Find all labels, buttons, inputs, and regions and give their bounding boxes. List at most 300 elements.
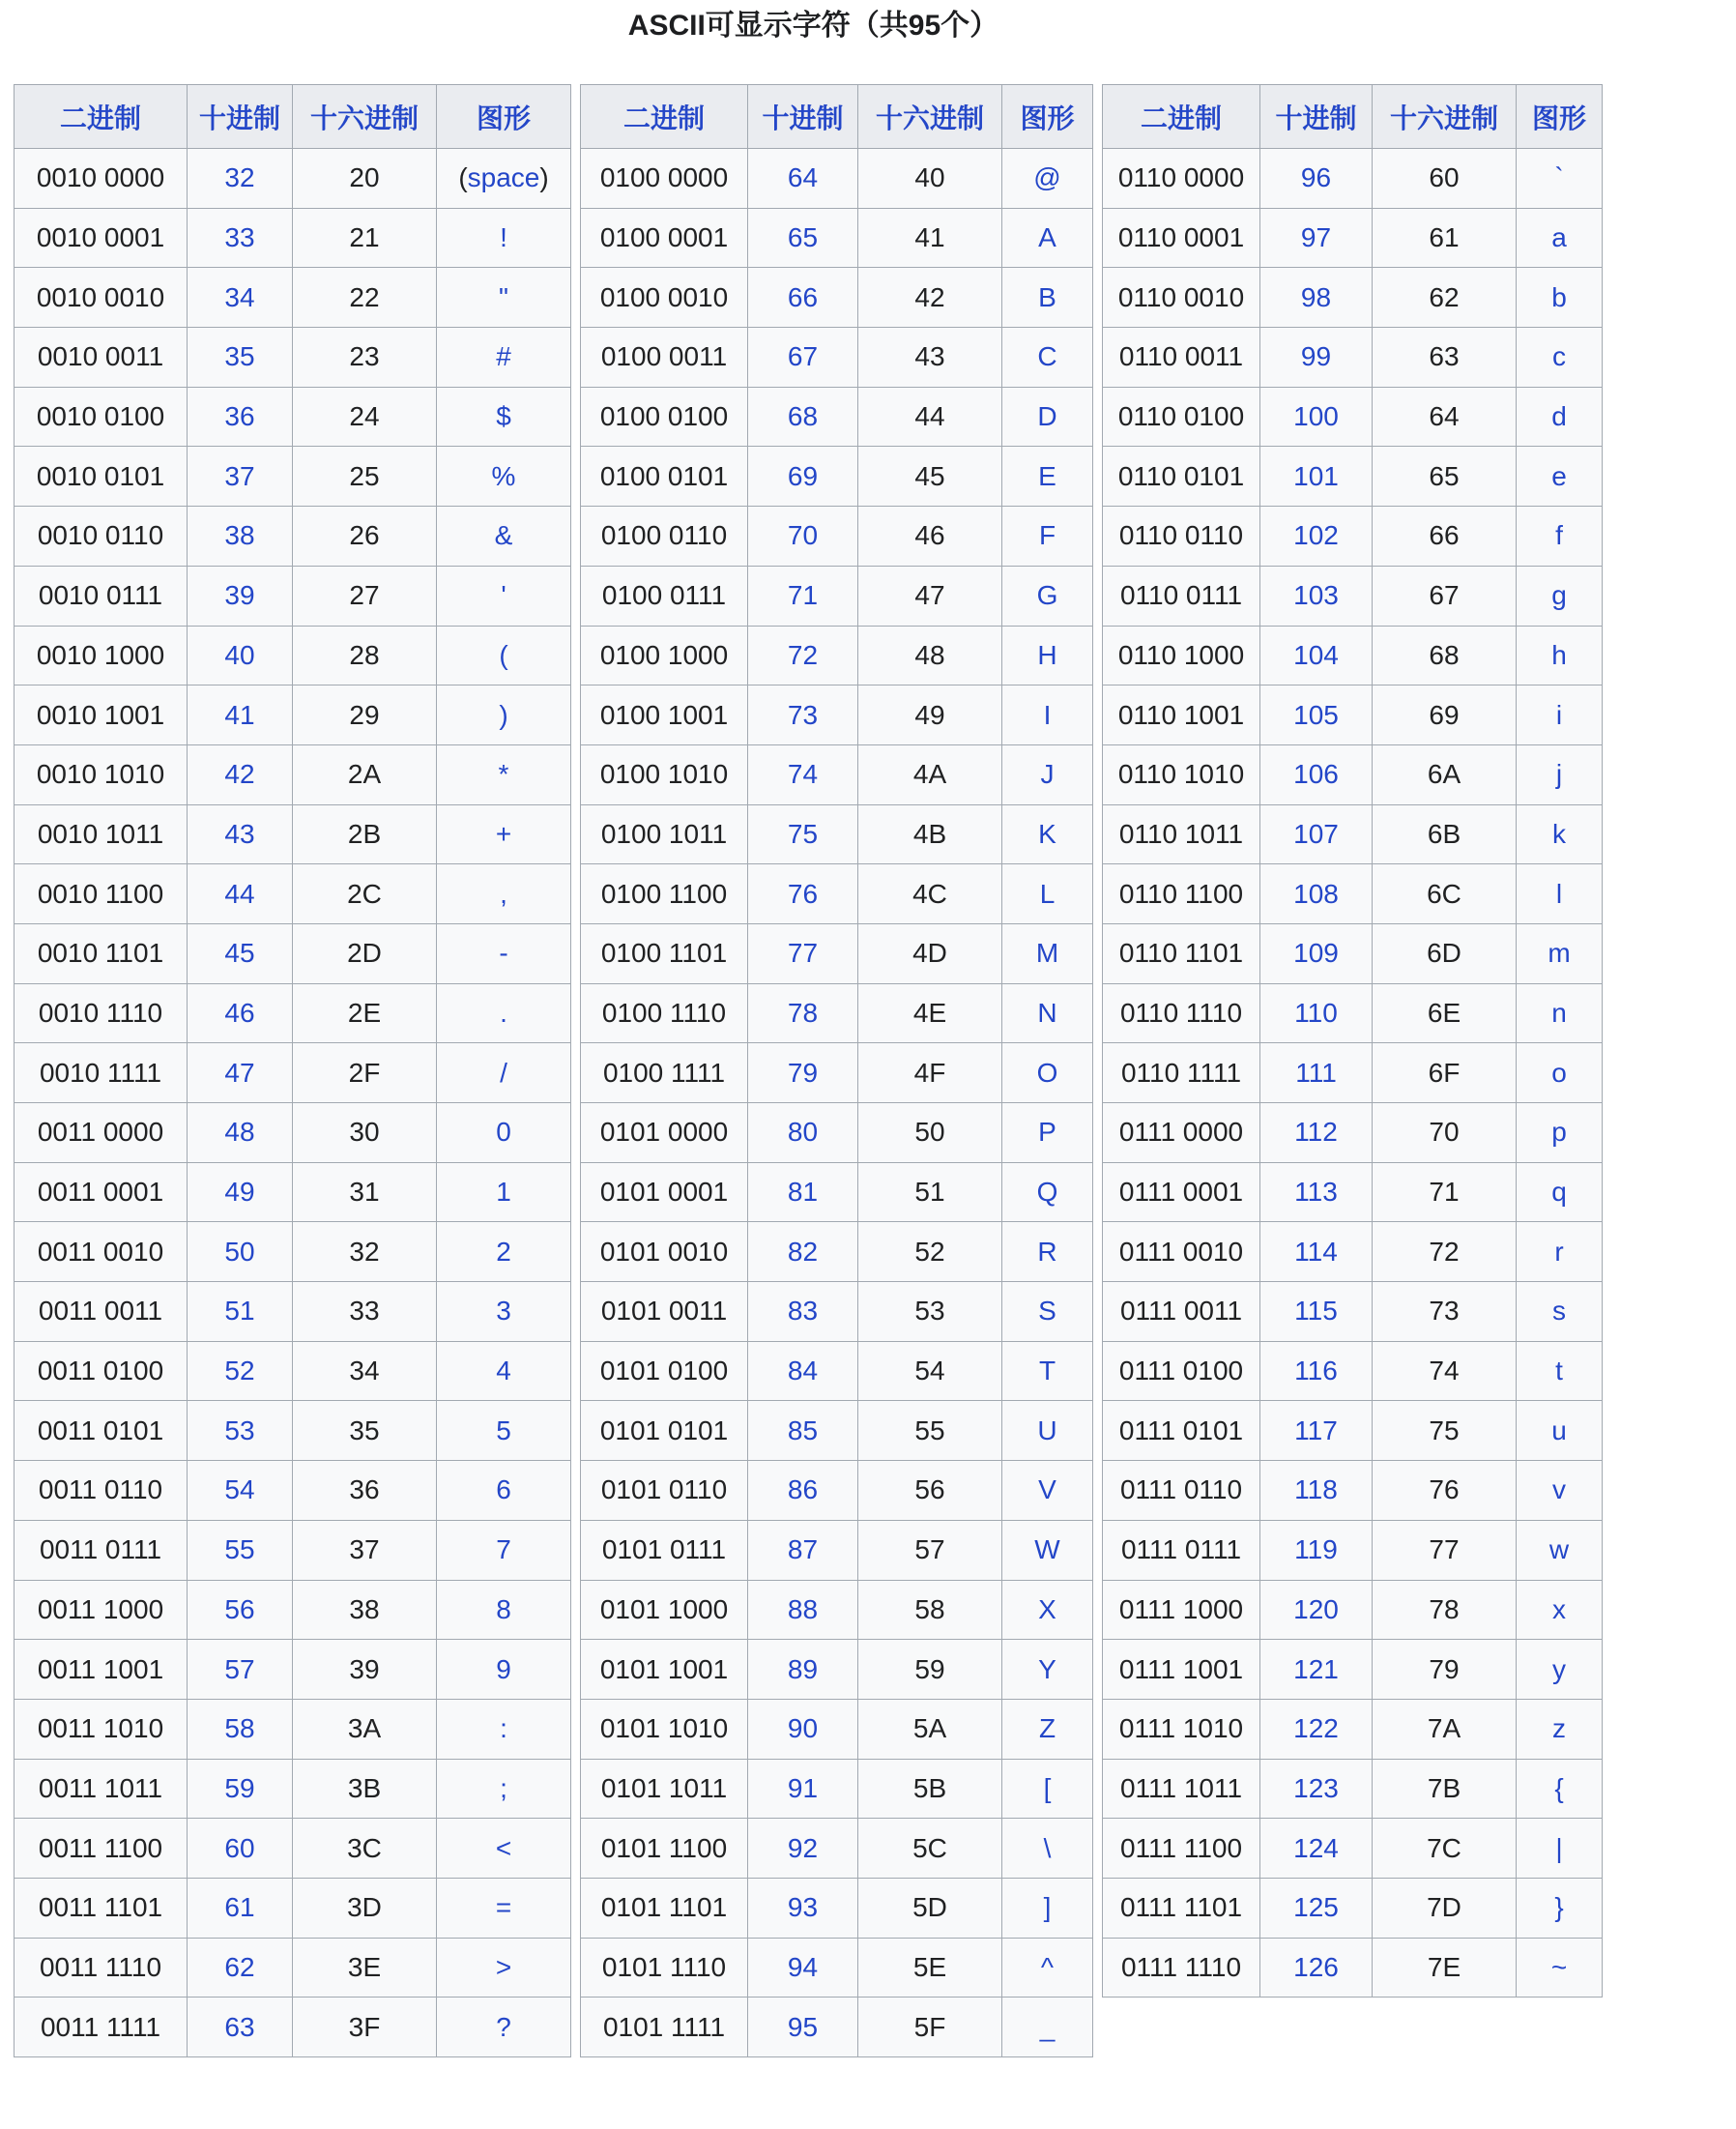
glyph-cell <box>1517 328 1603 388</box>
decimal-link[interactable]: 47 <box>224 1057 255 1088</box>
glyph-link[interactable]: I <box>1043 699 1052 730</box>
glyph-link[interactable]: ; <box>500 1772 507 1803</box>
glyph-link[interactable]: r <box>1554 1236 1564 1267</box>
glyph-cell <box>1002 1640 1093 1700</box>
decimal-link[interactable]: 33 <box>224 222 255 253</box>
decimal-cell <box>188 1341 293 1401</box>
decimal-cell <box>188 1580 293 1640</box>
hex-cell: 7E <box>1373 1938 1517 1998</box>
decimal-link[interactable]: 37 <box>224 460 255 491</box>
decimal-link[interactable]: 41 <box>224 699 255 730</box>
column-header-link-hex[interactable]: 十六进制 <box>875 102 984 133</box>
table-row <box>581 864 1093 924</box>
decimal-link[interactable]: 92 <box>787 1832 819 1863</box>
binary-cell: 0110 0010 <box>1103 268 1260 328</box>
decimal-link[interactable]: 61 <box>224 1892 255 1923</box>
column-header-link-binary[interactable]: 二进制 <box>622 102 705 133</box>
glyph-link[interactable]: ] <box>1043 1892 1052 1923</box>
glyph-link[interactable]: R <box>1037 1236 1057 1267</box>
decimal-link[interactable]: 66 <box>787 281 819 312</box>
binary-cell: 0111 0001 <box>1103 1162 1260 1222</box>
binary-cell: 0110 0111 <box>1103 566 1260 626</box>
hex-cell: 72 <box>1373 1222 1517 1282</box>
decimal-link[interactable]: 36 <box>224 401 255 432</box>
decimal-link[interactable]: 35 <box>224 341 255 372</box>
glyph-link[interactable]: ( <box>499 639 508 670</box>
hex-cell: 2B <box>293 804 437 864</box>
decimal-link[interactable]: 68 <box>787 401 819 432</box>
decimal-link[interactable]: 106 <box>1293 759 1339 790</box>
binary-cell: 0111 1010 <box>1103 1699 1260 1759</box>
decimal-link[interactable]: 42 <box>224 759 255 790</box>
glyph-link[interactable]: 6 <box>496 1474 511 1505</box>
glyph-cell <box>437 1282 571 1342</box>
glyph-paren: ( <box>458 162 468 193</box>
hex-cell: 34 <box>293 1341 437 1401</box>
table-row <box>14 1938 571 1998</box>
glyph-link[interactable]: x <box>1552 1593 1566 1624</box>
glyph-link[interactable]: G <box>1036 580 1058 611</box>
binary-cell: 0110 1100 <box>1103 864 1260 924</box>
decimal-link[interactable]: 44 <box>224 878 255 909</box>
decimal-link[interactable]: 83 <box>787 1296 819 1327</box>
glyph-link[interactable]: C <box>1037 341 1057 372</box>
glyph-link[interactable]: | <box>1555 1832 1563 1863</box>
decimal-link[interactable]: 78 <box>787 997 819 1028</box>
glyph-cell <box>1517 1699 1603 1759</box>
hex-cell: 33 <box>293 1282 437 1342</box>
glyph-link[interactable]: l <box>1555 878 1563 909</box>
glyph-link[interactable]: ) <box>499 699 508 730</box>
table-row <box>1103 1162 1603 1222</box>
glyph-link[interactable]: @ <box>1033 162 1061 193</box>
glyph-link[interactable]: 7 <box>496 1534 511 1565</box>
glyph-link[interactable]: ? <box>496 2011 511 2042</box>
binary-cell: 0011 1001 <box>14 1640 188 1700</box>
glyph-link[interactable]: N <box>1037 997 1057 1028</box>
decimal-link[interactable]: 55 <box>224 1534 255 1565</box>
decimal-link[interactable]: 97 <box>1300 222 1332 253</box>
binary-cell: 0111 0011 <box>1103 1282 1260 1342</box>
column-header-link-decimal[interactable]: 十进制 <box>1275 102 1357 133</box>
decimal-link[interactable]: 98 <box>1300 281 1332 312</box>
glyph-link[interactable]: f <box>1555 520 1563 551</box>
glyph-link[interactable]: L <box>1039 878 1056 909</box>
decimal-link[interactable]: 34 <box>224 281 255 312</box>
glyph-link[interactable]: p <box>1551 1117 1567 1148</box>
glyph-link[interactable]: P <box>1038 1117 1056 1148</box>
table-row <box>14 387 571 447</box>
glyph-cell <box>437 1878 571 1938</box>
hex-cell: 49 <box>858 685 1002 745</box>
glyph-link[interactable]: M <box>1035 938 1059 969</box>
glyph-cell <box>437 1520 571 1580</box>
decimal-link[interactable]: 79 <box>787 1057 819 1088</box>
glyph-link[interactable]: a <box>1551 222 1567 253</box>
glyph-link[interactable]: } <box>1554 1892 1564 1923</box>
glyph-link[interactable]: _ <box>1039 2011 1056 2042</box>
glyph-cell <box>437 387 571 447</box>
binary-cell: 0100 0010 <box>581 268 748 328</box>
decimal-link[interactable]: 81 <box>787 1177 819 1208</box>
decimal-link[interactable]: 120 <box>1293 1593 1339 1624</box>
decimal-link[interactable]: 117 <box>1294 1414 1338 1445</box>
decimal-link[interactable]: 46 <box>224 997 255 1028</box>
glyph-link[interactable]: u <box>1551 1414 1567 1445</box>
table-row <box>14 1998 571 2057</box>
decimal-link[interactable]: 54 <box>224 1474 255 1505</box>
decimal-cell <box>188 1759 293 1819</box>
glyph-link[interactable]: ` <box>1554 162 1564 193</box>
glyph-link[interactable]: 8 <box>496 1593 511 1624</box>
decimal-link[interactable]: 49 <box>224 1177 255 1208</box>
hex-cell: 51 <box>858 1162 1002 1222</box>
column-header-hex <box>1373 85 1517 149</box>
hex-cell: 32 <box>293 1222 437 1282</box>
table-row <box>1103 1819 1603 1879</box>
decimal-link[interactable]: 38 <box>224 520 255 551</box>
hex-cell: 4D <box>858 923 1002 983</box>
glyph-link[interactable]: D <box>1037 401 1057 432</box>
glyph-link[interactable]: k <box>1552 818 1566 849</box>
decimal-link[interactable]: 51 <box>224 1296 255 1327</box>
decimal-link[interactable]: 93 <box>787 1892 819 1923</box>
decimal-link[interactable]: 113 <box>1294 1177 1338 1208</box>
glyph-cell <box>437 923 571 983</box>
glyph-link[interactable]: w <box>1548 1534 1570 1565</box>
column-header-hex <box>293 85 437 149</box>
decimal-cell <box>748 1998 858 2057</box>
decimal-link[interactable]: 118 <box>1294 1474 1338 1505</box>
decimal-cell <box>748 1162 858 1222</box>
glyph-link[interactable]: J <box>1040 759 1055 790</box>
binary-cell: 0110 0000 <box>1103 149 1260 209</box>
decimal-link[interactable]: 58 <box>224 1713 255 1744</box>
glyph-link[interactable]: h <box>1551 639 1567 670</box>
glyph-link[interactable]: * <box>498 759 509 790</box>
hex-cell: 6A <box>1373 744 1517 804</box>
glyph-link[interactable]: A <box>1038 222 1056 253</box>
decimal-link[interactable]: 45 <box>224 938 255 969</box>
decimal-link[interactable]: 116 <box>1294 1356 1338 1386</box>
table-row <box>581 1699 1093 1759</box>
glyph-cell <box>1517 507 1603 567</box>
decimal-link[interactable]: 88 <box>787 1593 819 1624</box>
glyph-cell <box>1002 1580 1093 1640</box>
glyph-link[interactable]: b <box>1551 281 1567 312</box>
decimal-link[interactable]: 105 <box>1293 699 1339 730</box>
glyph-link[interactable]: z <box>1552 1713 1566 1744</box>
glyph-link[interactable]: 9 <box>496 1653 511 1684</box>
table-row <box>1103 1520 1603 1580</box>
decimal-link[interactable]: 123 <box>1293 1772 1339 1803</box>
decimal-link[interactable]: 101 <box>1293 460 1339 491</box>
glyph-link[interactable]: Y <box>1038 1653 1056 1684</box>
glyph-link[interactable]: / <box>500 1057 507 1088</box>
glyph-link[interactable]: j <box>1555 759 1563 790</box>
column-header-link-hex[interactable]: 十六进制 <box>309 102 419 133</box>
glyph-link[interactable]: W <box>1034 1534 1060 1565</box>
hex-cell: 59 <box>858 1640 1002 1700</box>
decimal-link[interactable]: 40 <box>224 639 255 670</box>
glyph-link[interactable]: B <box>1038 281 1056 312</box>
glyph-link[interactable]: m <box>1548 938 1571 969</box>
column-header-link-decimal[interactable]: 十进制 <box>762 102 844 133</box>
glyph-link[interactable]: K <box>1038 818 1056 849</box>
hex-cell: 66 <box>1373 507 1517 567</box>
decimal-link[interactable]: 52 <box>224 1356 255 1386</box>
table-row <box>1103 328 1603 388</box>
table-row <box>581 507 1093 567</box>
glyph-cell <box>1002 1878 1093 1938</box>
decimal-cell <box>748 1699 858 1759</box>
hex-cell: 26 <box>293 507 437 567</box>
decimal-link[interactable]: 59 <box>224 1772 255 1803</box>
table-row <box>581 804 1093 864</box>
decimal-cell <box>188 1819 293 1879</box>
page-title: ASCII可显示字符（共95个） <box>627 10 999 42</box>
binary-cell: 0101 1111 <box>581 1998 748 2057</box>
binary-cell: 0110 0001 <box>1103 208 1260 268</box>
hex-cell: 37 <box>293 1520 437 1580</box>
table-row <box>1103 507 1603 567</box>
table-row <box>14 864 571 924</box>
decimal-cell <box>1260 1878 1373 1938</box>
glyph-link[interactable]: v <box>1552 1474 1566 1505</box>
decimal-link[interactable]: 53 <box>224 1414 255 1445</box>
hex-cell: 5F <box>858 1998 1002 2057</box>
decimal-link[interactable]: 73 <box>787 699 819 730</box>
decimal-link[interactable]: 125 <box>1293 1892 1339 1923</box>
glyph-link[interactable]: d <box>1551 401 1567 432</box>
decimal-link[interactable]: 89 <box>787 1653 819 1684</box>
decimal-link[interactable]: 107 <box>1293 818 1339 849</box>
glyph-link[interactable]: S <box>1038 1296 1056 1327</box>
glyph-link[interactable]: Q <box>1036 1177 1058 1208</box>
hex-cell: 28 <box>293 626 437 685</box>
decimal-link[interactable]: 62 <box>224 1951 255 1982</box>
glyph-link[interactable]: 4 <box>496 1356 511 1386</box>
glyph-cell <box>1002 447 1093 507</box>
hex-cell: 2A <box>293 744 437 804</box>
glyph-link[interactable]: : <box>500 1713 507 1744</box>
decimal-link[interactable]: 114 <box>1294 1236 1338 1267</box>
glyph-link[interactable]: ' <box>501 580 506 611</box>
glyph-link[interactable]: o <box>1551 1057 1567 1088</box>
column-header-link-binary[interactable]: 二进制 <box>59 102 141 133</box>
glyph-cell <box>1002 1461 1093 1521</box>
decimal-link[interactable]: 56 <box>224 1593 255 1624</box>
binary-cell: 0011 0110 <box>14 1461 188 1521</box>
decimal-link[interactable]: 112 <box>1294 1117 1338 1148</box>
glyph-link[interactable]: g <box>1551 580 1567 611</box>
column-header-link-glyph[interactable]: 图形 <box>1531 102 1586 133</box>
decimal-link[interactable]: 77 <box>787 938 819 969</box>
column-header-link-glyph[interactable]: 图形 <box>1020 102 1075 133</box>
table-row <box>14 447 571 507</box>
decimal-link[interactable]: 72 <box>787 639 819 670</box>
decimal-link[interactable]: 71 <box>787 580 819 611</box>
decimal-link[interactable]: 104 <box>1293 639 1339 670</box>
decimal-link[interactable]: 48 <box>224 1117 255 1148</box>
glyph-link[interactable]: , <box>500 878 507 909</box>
table-row <box>581 447 1093 507</box>
glyph-cell <box>1517 1282 1603 1342</box>
binary-cell: 0101 1100 <box>581 1819 748 1879</box>
table-row <box>14 1461 571 1521</box>
decimal-link[interactable]: 108 <box>1293 878 1339 909</box>
glyph-cell <box>1002 208 1093 268</box>
glyph-link[interactable]: y <box>1552 1653 1566 1684</box>
decimal-link[interactable]: 84 <box>787 1356 819 1386</box>
glyph-link[interactable]: \ <box>1043 1832 1052 1863</box>
decimal-cell <box>1260 387 1373 447</box>
glyph-link[interactable]: F <box>1038 520 1056 551</box>
glyph-link[interactable]: V <box>1038 1474 1056 1505</box>
glyph-link[interactable]: < <box>495 1832 512 1863</box>
glyph-link[interactable]: % <box>491 460 516 491</box>
hex-cell: 62 <box>1373 268 1517 328</box>
decimal-link[interactable]: 122 <box>1293 1713 1339 1744</box>
decimal-link[interactable]: 50 <box>224 1236 255 1267</box>
decimal-link[interactable]: 64 <box>787 162 819 193</box>
decimal-link[interactable]: 80 <box>787 1117 819 1148</box>
glyph-cell <box>1002 268 1093 328</box>
decimal-link[interactable]: 70 <box>787 520 819 551</box>
decimal-link[interactable]: 121 <box>1293 1653 1339 1684</box>
decimal-link[interactable]: 69 <box>787 460 819 491</box>
decimal-link[interactable]: 65 <box>787 222 819 253</box>
glyph-link[interactable]: H <box>1037 639 1057 670</box>
glyph-link[interactable]: " <box>499 281 508 312</box>
column-header-glyph <box>437 85 571 149</box>
binary-cell: 0111 0111 <box>1103 1520 1260 1580</box>
glyph-link[interactable]: U <box>1037 1414 1057 1445</box>
glyph-link[interactable]: 2 <box>496 1236 511 1267</box>
glyph-cell <box>437 1580 571 1640</box>
decimal-link[interactable]: 63 <box>224 2011 255 2042</box>
glyph-link[interactable]: i <box>1555 699 1563 730</box>
column-header-link-glyph[interactable]: 图形 <box>476 102 531 133</box>
glyph-link[interactable]: ^ <box>1040 1951 1055 1982</box>
decimal-link[interactable]: 91 <box>787 1772 819 1803</box>
glyph-link[interactable]: space <box>467 162 540 193</box>
glyph-link[interactable]: [ <box>1043 1772 1052 1803</box>
glyph-link[interactable]: 5 <box>496 1414 511 1445</box>
glyph-link[interactable]: - <box>499 938 508 969</box>
glyph-link[interactable]: ! <box>500 222 507 253</box>
decimal-link[interactable]: 74 <box>787 759 819 790</box>
glyph-link[interactable]: > <box>495 1951 512 1982</box>
glyph-link[interactable]: X <box>1038 1593 1056 1624</box>
decimal-cell <box>748 1341 858 1401</box>
glyph-paren: ) <box>539 162 549 193</box>
glyph-link[interactable]: T <box>1038 1356 1056 1386</box>
decimal-cell <box>748 1461 858 1521</box>
table-row <box>581 983 1093 1043</box>
decimal-link[interactable]: 67 <box>787 341 819 372</box>
decimal-link[interactable]: 110 <box>1294 997 1338 1028</box>
decimal-cell <box>1260 864 1373 924</box>
column-header-link-decimal[interactable]: 十进制 <box>198 102 280 133</box>
decimal-link[interactable]: 85 <box>787 1414 819 1445</box>
glyph-link[interactable]: # <box>496 341 511 372</box>
glyph-link[interactable]: 0 <box>496 1117 511 1148</box>
decimal-link[interactable]: 76 <box>787 878 819 909</box>
hex-cell: 56 <box>858 1461 1002 1521</box>
glyph-link[interactable]: $ <box>496 401 511 432</box>
glyph-link[interactable]: ~ <box>1550 1951 1568 1982</box>
binary-cell: 0101 1000 <box>581 1580 748 1640</box>
table-row <box>581 1222 1093 1282</box>
decimal-link[interactable]: 96 <box>1300 162 1332 193</box>
decimal-link[interactable]: 94 <box>787 1951 819 1982</box>
glyph-link[interactable]: c <box>1552 341 1566 372</box>
glyph-cell <box>1517 685 1603 745</box>
decimal-link[interactable]: 124 <box>1293 1832 1339 1863</box>
decimal-link[interactable]: 57 <box>224 1653 255 1684</box>
glyph-link[interactable]: n <box>1551 997 1567 1028</box>
binary-cell: 0111 1100 <box>1103 1819 1260 1879</box>
table-row <box>581 685 1093 745</box>
column-header-link-binary[interactable]: 二进制 <box>1140 102 1222 133</box>
hex-cell: 7D <box>1373 1878 1517 1938</box>
glyph-link[interactable]: t <box>1555 1356 1563 1386</box>
glyph-link[interactable]: = <box>495 1892 512 1923</box>
binary-cell: 0011 1100 <box>14 1819 188 1879</box>
glyph-link[interactable]: . <box>500 997 507 1028</box>
glyph-link[interactable]: s <box>1552 1296 1566 1327</box>
column-header-link-hex[interactable]: 十六进制 <box>1389 102 1498 133</box>
decimal-link[interactable]: 100 <box>1293 401 1339 432</box>
glyph-link[interactable]: Z <box>1038 1713 1056 1744</box>
glyph-cell <box>437 1341 571 1401</box>
glyph-link[interactable]: q <box>1551 1177 1567 1208</box>
decimal-link[interactable]: 32 <box>224 162 255 193</box>
decimal-link[interactable]: 90 <box>787 1713 819 1744</box>
decimal-link[interactable]: 115 <box>1294 1296 1338 1327</box>
glyph-link[interactable]: { <box>1554 1772 1564 1803</box>
decimal-link[interactable]: 103 <box>1293 580 1339 611</box>
decimal-link[interactable]: 95 <box>787 2011 819 2042</box>
binary-cell: 0101 1011 <box>581 1759 748 1819</box>
glyph-link[interactable]: + <box>495 818 512 849</box>
decimal-link[interactable]: 43 <box>224 818 255 849</box>
decimal-link[interactable]: 111 <box>1295 1057 1337 1088</box>
glyph-link[interactable]: & <box>494 520 513 551</box>
decimal-cell <box>1260 447 1373 507</box>
decimal-link[interactable]: 119 <box>1294 1534 1338 1565</box>
decimal-link[interactable]: 126 <box>1293 1951 1339 1982</box>
decimal-link[interactable]: 87 <box>787 1534 819 1565</box>
glyph-cell <box>437 1998 571 2057</box>
glyph-link[interactable]: 1 <box>496 1177 511 1208</box>
glyph-link[interactable]: E <box>1038 460 1056 491</box>
decimal-link[interactable]: 99 <box>1300 341 1332 372</box>
decimal-link[interactable]: 86 <box>787 1474 819 1505</box>
glyph-link[interactable]: O <box>1036 1057 1058 1088</box>
glyph-cell <box>1002 1043 1093 1103</box>
decimal-link[interactable]: 39 <box>224 580 255 611</box>
decimal-link[interactable]: 82 <box>787 1236 819 1267</box>
glyph-cell <box>437 983 571 1043</box>
decimal-link[interactable]: 75 <box>787 818 819 849</box>
decimal-link[interactable]: 102 <box>1293 520 1339 551</box>
glyph-link[interactable]: 3 <box>496 1296 511 1327</box>
decimal-link[interactable]: 109 <box>1293 938 1339 969</box>
decimal-link[interactable]: 60 <box>224 1832 255 1863</box>
glyph-link[interactable]: e <box>1551 460 1567 491</box>
